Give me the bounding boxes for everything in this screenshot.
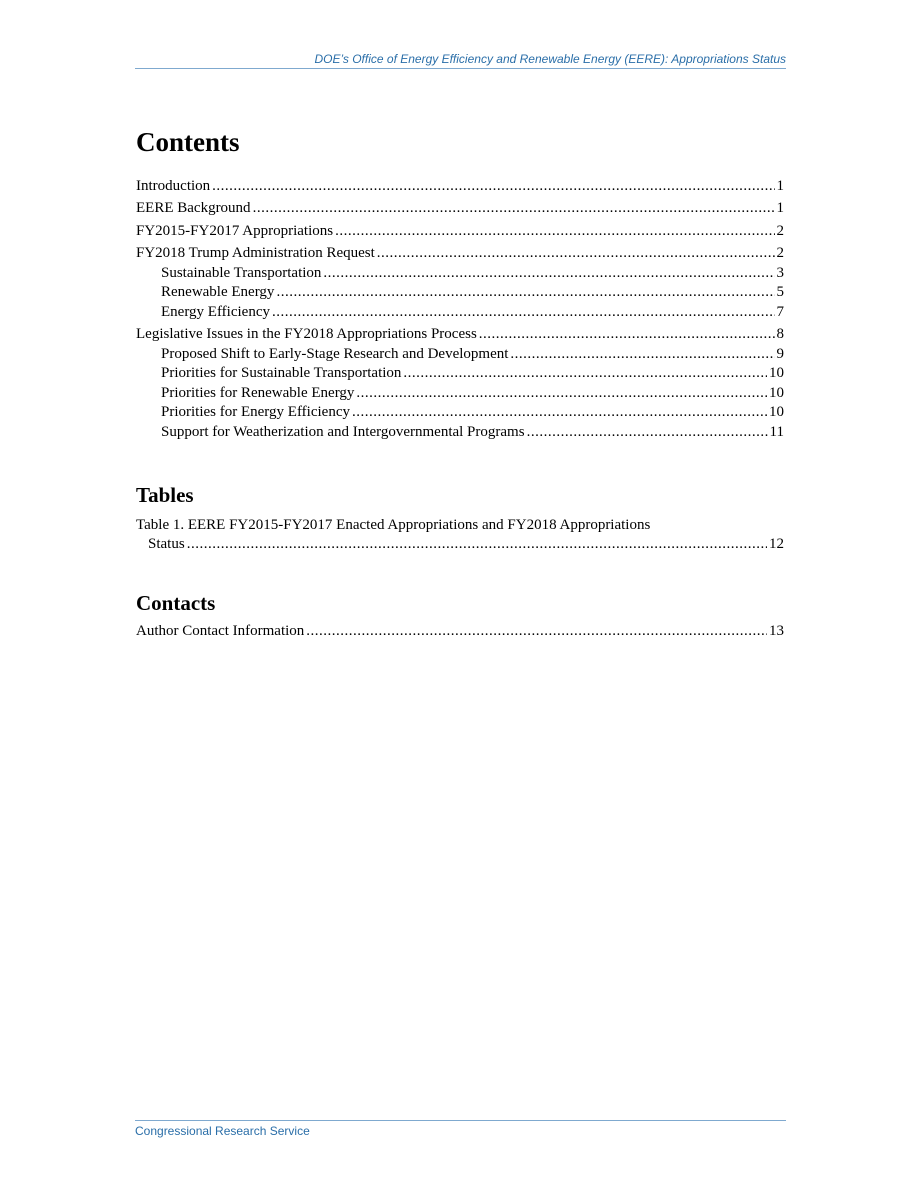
toc-entry-table-1[interactable] (136, 516, 784, 554)
toc-entry-page: 3 (776, 264, 784, 281)
toc-entry-renewable-energy[interactable] (136, 283, 784, 302)
toc-entry-page: 13 (769, 622, 784, 639)
toc-entry-label: EERE Background (136, 200, 251, 216)
toc-entry-label: Priorities for Sustainable Transportation (161, 365, 402, 381)
toc-entry-label: Priorities for Renewable Energy (161, 384, 355, 401)
toc-entry-page: 7 (776, 303, 784, 320)
contacts-heading: Contacts (136, 590, 216, 615)
toc-entry-label: FY2015-FY2017 Appropriations (136, 222, 334, 239)
dot-leader (403, 364, 767, 383)
contents-list (136, 177, 784, 442)
toc-entry-priorities-sustainable-transportation[interactable] (136, 364, 784, 383)
toc-entry-priorities-renewable-energy[interactable] (136, 384, 784, 403)
toc-entry-energy-efficiency[interactable] (136, 303, 784, 322)
toc-entry-page: 1 (776, 177, 784, 194)
toc-entry-author-contact[interactable] (136, 622, 784, 641)
toc-entry-page: 2 (776, 222, 784, 239)
dot-leader (335, 222, 774, 241)
toc-entry-label: Sustainable Transportation (161, 264, 322, 281)
toc-entry-label: Legislative Issues in the FY2018 Appropriations Process (136, 326, 477, 342)
toc-entry-weatherization-support[interactable] (136, 423, 784, 442)
toc-entry-page: 8 (776, 326, 784, 342)
running-footer: Congressional Research Service (135, 1120, 786, 1138)
toc-entry-page: 1 (776, 200, 784, 216)
dot-leader (306, 622, 767, 641)
toc-entry-label: Energy Efficiency (161, 303, 270, 320)
toc-entry-fy2015-fy2017-appropriations[interactable] (136, 222, 784, 241)
toc-entry-page: 10 (769, 404, 784, 420)
running-header: DOE’s Office of Energy Efficiency and Renewable Energy (EERE): Appropriations Status (135, 52, 786, 69)
toc-entry-label-continued: Status (148, 535, 185, 552)
dot-leader (527, 423, 768, 442)
toc-entry-page: 5 (776, 284, 784, 300)
dot-leader (352, 403, 767, 422)
toc-entry-label: Table 1. EERE FY2015-FY2017 Enacted Appropriations and FY2018 Appropriations (136, 516, 651, 533)
toc-entry-label: Author Contact Information (136, 622, 305, 639)
toc-entry-label: Proposed Shift to Early-Stage Research and Development (161, 345, 509, 362)
dot-leader (212, 177, 774, 196)
toc-entry-label: FY2018 Trump Administration Request (136, 245, 375, 261)
section-spacer (136, 442, 784, 482)
toc-entry-label: Introduction (136, 177, 211, 194)
toc-entry-page: 12 (769, 535, 784, 552)
toc-entry-sustainable-transportation[interactable] (136, 264, 784, 283)
dot-leader (253, 199, 775, 218)
toc-entry-page: 11 (769, 423, 784, 440)
dot-leader (356, 384, 767, 403)
toc-content (136, 125, 784, 641)
dot-leader (377, 244, 775, 263)
toc-entry-priorities-energy-efficiency[interactable] (136, 403, 784, 422)
dot-leader (323, 264, 774, 283)
dot-leader (479, 325, 775, 344)
dot-leader (272, 303, 775, 322)
tables-heading: Tables (136, 482, 194, 507)
toc-entry-introduction[interactable] (136, 177, 784, 196)
toc-entry-fy2018-request[interactable] (136, 244, 784, 263)
toc-entry-page: 9 (776, 345, 784, 362)
section-spacer (136, 554, 784, 590)
toc-entry-page: 10 (769, 384, 784, 401)
toc-entry-early-stage-rd[interactable] (136, 345, 784, 364)
dot-leader (187, 535, 767, 554)
toc-entry-legislative-issues[interactable] (136, 325, 784, 344)
toc-entry-page: 2 (776, 245, 784, 261)
toc-entry-label: Support for Weatherization and Intergovernmental Programs (161, 423, 525, 440)
toc-entry-continuation (136, 535, 784, 554)
toc-entry-page: 10 (769, 365, 784, 381)
dot-leader (510, 345, 774, 364)
contents-heading: Contents (136, 127, 240, 157)
dot-leader (276, 283, 774, 302)
toc-entry-eere-background[interactable] (136, 199, 784, 218)
toc-entry-label: Renewable Energy (161, 284, 275, 300)
toc-entry-label: Priorities for Energy Efficiency (161, 404, 350, 420)
